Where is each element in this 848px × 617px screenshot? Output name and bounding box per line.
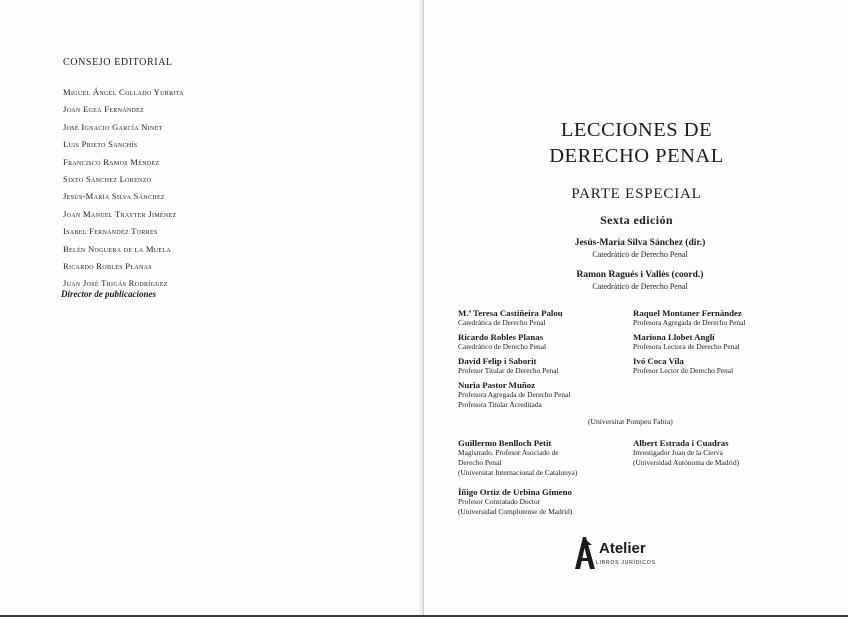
board-member: Miguel Ángel Collado Yurrita — [63, 87, 184, 97]
author-role: Magistrado. Profesor Asociado de — [458, 448, 559, 457]
publisher-tagline: LIBROS JURÍDICOS — [596, 560, 656, 566]
board-member: Luis Prieto Sanchís — [63, 139, 138, 150]
author-role: Catedrático de Derecho Penal — [458, 342, 547, 351]
author-role: (Universitat Internacional de Catalunya) — [458, 468, 578, 477]
author-name: M.ª Teresa Castiñeira Palou — [458, 308, 563, 318]
author-name: Mariona Llobet Anglí — [633, 332, 715, 342]
board-member: Jesús-María Silva Sánchez — [63, 191, 165, 202]
author-role: Profesora Titular Acreditada — [458, 400, 542, 409]
director-block — [524, 238, 756, 259]
publisher-logo — [572, 536, 692, 576]
director-role: Catedrático de Derecho Penal — [592, 250, 688, 259]
board-member: Isabel Fernández Torres — [63, 226, 158, 237]
author-role: Profesor Lector de Derecho Penal — [633, 366, 734, 375]
board-member: Belén Noguera de la Muela — [63, 243, 171, 254]
left-page — [0, 0, 421, 617]
director-note: Director de publicaciones — [61, 289, 156, 299]
author-block — [458, 438, 577, 478]
atelier-a-icon — [572, 536, 596, 570]
author-block — [458, 380, 570, 410]
author-block — [458, 308, 563, 328]
board-member: José Ignacio García Ninet — [63, 121, 163, 132]
board-member: Francisco Ramos Méndez — [63, 156, 160, 167]
author-name: Ricardo Robles Planas — [458, 332, 544, 342]
publisher-name: Atelier — [599, 540, 646, 557]
author-role: Investigador Juan de la Cierva — [633, 448, 723, 457]
author-role: Catedrática de Derecho Penal — [458, 318, 546, 327]
author-role: Profesor Contratado Doctor — [458, 497, 541, 506]
author-block — [458, 487, 572, 517]
author-role: Profesora Agregada de Derecho Penal — [633, 318, 746, 327]
edition-label: Sexta edición — [600, 213, 673, 227]
right-page — [423, 0, 848, 617]
editorial-board-list — [63, 84, 184, 293]
coordinator-block — [524, 270, 756, 291]
board-member: Sixto Sánchez Lorenzo — [63, 173, 152, 184]
author-block — [633, 356, 733, 376]
author-name: Nuria Pastor Muñoz — [458, 380, 536, 390]
author-block — [633, 438, 739, 468]
author-role: (Universidad Complutense de Madrid) — [458, 507, 573, 516]
board-member: Ricardo Robles Planas — [63, 260, 152, 271]
director-name: Jesús-María Silva Sánchez (dir.) — [574, 238, 706, 248]
coordinator-name: Ramon Ragués i Vallès (coord.) — [576, 270, 704, 280]
board-member: Joan Egea Fernández — [63, 104, 145, 115]
author-block — [458, 332, 546, 352]
author-block — [633, 332, 740, 352]
board-member: Juan José Trigás Rodríguez — [63, 278, 168, 289]
author-role: Profesora Agregada de Derecho Penal — [458, 390, 571, 399]
author-name: Ivó Coca Vila — [633, 356, 684, 366]
author-name: Raquel Montaner Fernández — [633, 308, 742, 318]
author-role: Derecho Penal — [458, 458, 502, 467]
editorial-board-heading: CONSEJO EDITORIAL — [63, 57, 173, 68]
book-subtitle: PARTE ESPECIAL — [571, 186, 702, 202]
book-title-line2: DERECHO PENAL — [549, 145, 724, 167]
upf-affiliation: (Universitat Pompeu Fabra) — [588, 417, 673, 426]
author-name: Albert Estrada i Cuadras — [633, 438, 729, 448]
author-block — [458, 356, 559, 376]
board-member: Joan Manuel Trayter Jiménez — [63, 208, 177, 219]
author-name: David Felip i Saborit — [458, 356, 537, 366]
author-name: Íñigo Ortiz de Urbina Gimeno — [458, 487, 572, 497]
book-title-line1: LECCIONES DE — [560, 119, 713, 141]
author-role: (Universidad Autónoma de Madrid) — [633, 458, 740, 467]
coordinator-role: Catedrático de Derecho Penal — [592, 282, 688, 291]
author-name: Guillermo Benlloch Petit — [458, 438, 552, 448]
author-role: Profesora Lectora de Derecho Penal — [633, 342, 740, 351]
author-block — [633, 308, 745, 328]
author-role: Profesor Titular de Derecho Penal — [458, 366, 559, 375]
